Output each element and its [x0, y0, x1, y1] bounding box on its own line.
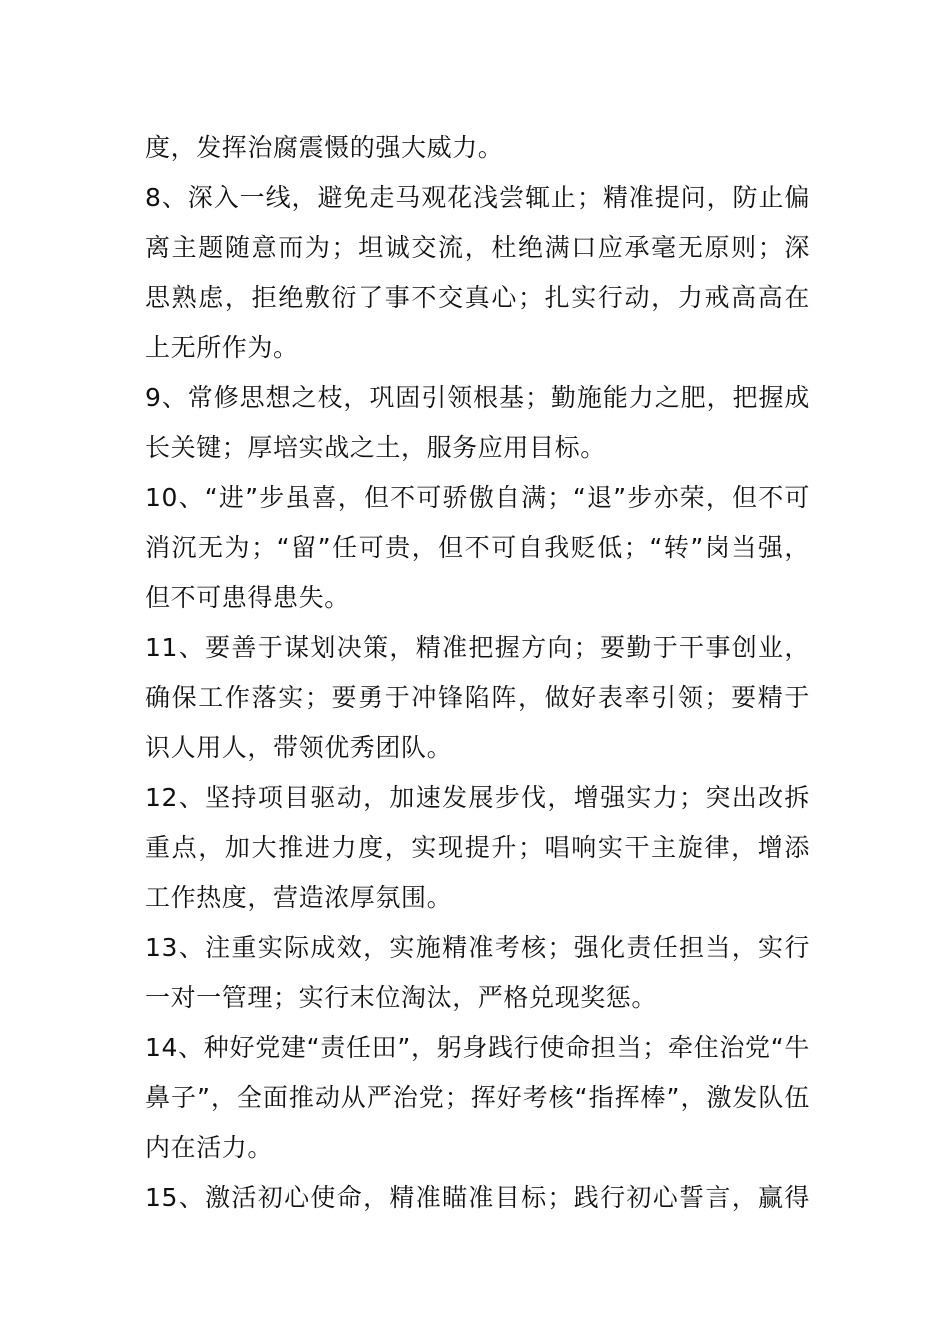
- paragraph-item-11: [145, 623, 810, 773]
- paragraph-item-9: [145, 373, 810, 473]
- text-line: 但不可患得患失。: [145, 583, 350, 612]
- text-line: 度，发挥治腐震慑的强大威力。: [145, 133, 504, 162]
- text-line: 11、要善于谋划决策，精准把握方向；要勤于干事创业，: [145, 633, 810, 662]
- text-line: 内在活力。: [145, 1133, 274, 1162]
- text-line: 12、坚持项目驱动，加速发展步伐，增强实力；突出改拆: [145, 783, 810, 812]
- text-line: 消沉无为；“留”任可贵，但不可自我贬低；“转”岗当强，: [145, 533, 810, 562]
- text-line: 上无所作为。: [145, 333, 299, 362]
- text-line: 14、种好党建“责任田”，躬身践行使命担当；牵住治党“牛: [145, 1033, 810, 1062]
- text-line: 重点，加大推进力度，实现提升；唱响实干主旋律，增添: [145, 833, 810, 862]
- paragraph-item-13: [145, 923, 810, 1023]
- text-line: 长关键；厚培实战之土，服务应用目标。: [145, 433, 606, 462]
- document-body: [145, 123, 810, 1223]
- paragraph-item-15: [145, 1173, 810, 1223]
- paragraph-item-10: [145, 473, 810, 623]
- text-line: 确保工作落实；要勇于冲锋陷阵，做好表率引领；要精于: [145, 683, 810, 712]
- text-line: 9、常修思想之枝，巩固引领根基；勤施能力之肥，把握成: [145, 383, 810, 412]
- text-line: 10、“进”步虽喜，但不可骄傲自满；“退”步亦荣，但不可: [145, 483, 810, 512]
- text-line: 工作热度，营造浓厚氛围。: [145, 883, 453, 912]
- text-line: 15、激活初心使命，精准瞄准目标；践行初心誓言，赢得: [145, 1183, 810, 1212]
- paragraph-continuation: [145, 123, 810, 173]
- paragraph-item-8: [145, 173, 810, 373]
- text-line: 思熟虑，拒绝敷衍了事不交真心；扎实行动，力戒高高在: [145, 283, 810, 312]
- text-line: 13、注重实际成效，实施精准考核；强化责任担当，实行: [145, 933, 810, 962]
- text-line: 鼻子”，全面推动从严治党；挥好考核“指挥棒”，激发队伍: [145, 1083, 810, 1112]
- text-line: 识人用人，带领优秀团队。: [145, 733, 453, 762]
- text-line: 8、深入一线，避免走马观花浅尝辄止；精准提问，防止偏: [145, 183, 810, 212]
- paragraph-item-12: [145, 773, 810, 923]
- text-line: 一对一管理；实行末位淘汰，严格兑现奖惩。: [145, 983, 658, 1012]
- text-line: 离主题随意而为；坦诚交流，杜绝满口应承毫无原则；深: [145, 233, 810, 262]
- paragraph-item-14: [145, 1023, 810, 1173]
